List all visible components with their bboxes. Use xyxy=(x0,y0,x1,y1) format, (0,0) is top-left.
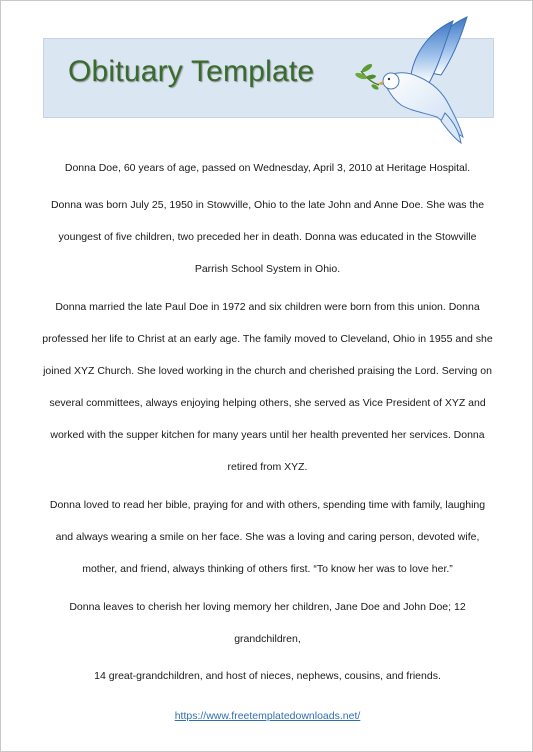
footer-website-link[interactable]: https://www.freetemplatedownloads.net/ xyxy=(174,710,361,722)
obituary-paragraph-2: Donna was born July 25, 1950 in Stowville, Ohio to the late John and Anne Doe. She was the youngest of five children, two preceded her in death. Donna was educated in the Stowville Parrish School System in Ohio. xyxy=(50,199,485,275)
obituary-body xyxy=(41,153,494,697)
obituary-paragraph-4: Donna loved to read her bible, praying for and with others, spending time with family, laughing and always wearing a smile on her face. She was a loving and caring person, devoted wife, mother, and friend, always thinking of others first. “To know her was to love her.” xyxy=(49,499,486,575)
obituary-paragraph-6: 14 great-grandchildren, and host of nieces, nephews, cousins, and friends. xyxy=(94,670,441,682)
obituary-paragraph-3: Donna married the late Paul Doe in 1972 and six children were born from this union. Donna professed her life to Christ at an early age. The family moved to Cleveland, Ohio in 1955 and she joined XYZ Church. She loved working in the church and cherished praising the Lord. Serving on several committees, always enjoying helping others, she served as Vice President of XYZ and worked with the supper kitchen for many years until her health prevented her services. Donna retired from XYZ. xyxy=(42,301,493,473)
obituary-paragraph-5: Donna leaves to cherish her loving memory her children, Jane Doe and John Doe; 12 grandchildren, xyxy=(69,601,466,645)
page-title: Obituary Template xyxy=(68,55,315,88)
obituary-paragraph-1: Donna Doe, 60 years of age, passed on Wednesday, April 3, 2010 at Heritage Hospital. xyxy=(64,162,471,174)
dove-with-olive-branch-icon xyxy=(349,13,474,153)
